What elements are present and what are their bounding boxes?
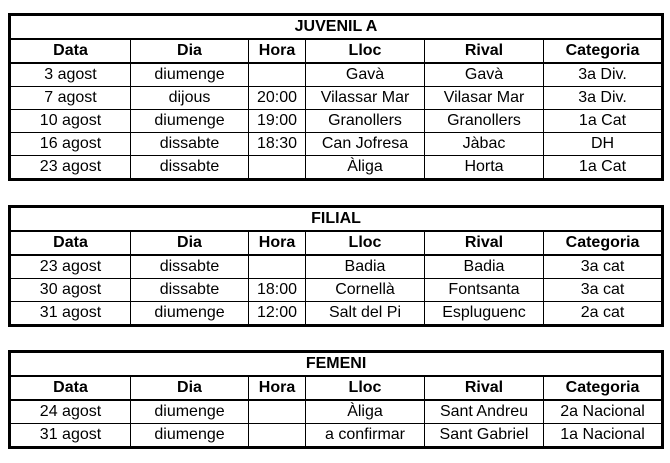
cell-lloc: Salt del Pi: [306, 302, 425, 326]
filial-table: [8, 205, 664, 327]
cell-dia: dissabte: [131, 279, 249, 302]
cell-categoria: 3a Div.: [544, 63, 663, 87]
table-row: [10, 424, 663, 448]
cell-lloc: a confirmar: [306, 424, 425, 448]
cell-data: 23 agost: [10, 255, 131, 279]
cell-dia: diumenge: [131, 302, 249, 326]
cell-hora: 19:00: [249, 110, 306, 133]
cell-categoria: 3a cat: [544, 255, 663, 279]
cell-data: 30 agost: [10, 279, 131, 302]
cell-rival: Granollers: [425, 110, 544, 133]
cell-lloc: Cornellà: [306, 279, 425, 302]
cell-dia: dissabte: [131, 133, 249, 156]
cell-data: 23 agost: [10, 156, 131, 180]
column-header-dia: Dia: [131, 376, 249, 400]
cell-data: 7 agost: [10, 87, 131, 110]
table-row: [10, 133, 663, 156]
column-header-dia: Dia: [131, 39, 249, 63]
column-header-categoria: Categoria: [544, 39, 663, 63]
table-title: JUVENIL A: [10, 15, 663, 40]
cell-rival: Espluguenc: [425, 302, 544, 326]
cell-rival: Vilasar Mar: [425, 87, 544, 110]
cell-lloc: Can Jofresa: [306, 133, 425, 156]
cell-rival: Sant Gabriel: [425, 424, 544, 448]
femeni-table: [8, 350, 664, 449]
column-header-hora: Hora: [249, 376, 306, 400]
column-header-rival: Rival: [425, 376, 544, 400]
cell-lloc: Granollers: [306, 110, 425, 133]
cell-data: 3 agost: [10, 63, 131, 87]
cell-dia: diumenge: [131, 63, 249, 87]
table-row: [10, 87, 663, 110]
cell-lloc: Gavà: [306, 63, 425, 87]
table-title: FILIAL: [10, 207, 663, 232]
cell-dia: diumenge: [131, 424, 249, 448]
table-row: [10, 279, 663, 302]
cell-lloc: Àliga: [306, 156, 425, 180]
cell-categoria: 3a cat: [544, 279, 663, 302]
cell-categoria: 1a Nacional: [544, 424, 663, 448]
table-row: [10, 156, 663, 180]
column-header-rival: Rival: [425, 39, 544, 63]
cell-hora: [249, 424, 306, 448]
column-header-lloc: Lloc: [306, 231, 425, 255]
cell-data: 16 agost: [10, 133, 131, 156]
column-header-hora: Hora: [249, 39, 306, 63]
cell-hora: [249, 400, 306, 424]
cell-hora: 12:00: [249, 302, 306, 326]
header-row: [10, 231, 663, 255]
cell-hora: [249, 63, 306, 87]
juvenil-a-table: [8, 13, 664, 181]
cell-hora: 18:00: [249, 279, 306, 302]
cell-dia: dissabte: [131, 156, 249, 180]
column-header-data: Data: [10, 376, 131, 400]
cell-data: 31 agost: [10, 424, 131, 448]
column-header-categoria: Categoria: [544, 376, 663, 400]
column-header-data: Data: [10, 231, 131, 255]
cell-dia: diumenge: [131, 400, 249, 424]
cell-lloc: Badia: [306, 255, 425, 279]
cell-hora: 18:30: [249, 133, 306, 156]
header-row: [10, 376, 663, 400]
cell-hora: [249, 255, 306, 279]
column-header-categoria: Categoria: [544, 231, 663, 255]
cell-categoria: 2a Nacional: [544, 400, 663, 424]
cell-rival: Fontsanta: [425, 279, 544, 302]
table-row: [10, 255, 663, 279]
table-title-row: [10, 15, 663, 40]
cell-categoria: 1a Cat: [544, 156, 663, 180]
column-header-lloc: Lloc: [306, 376, 425, 400]
table-title-row: [10, 352, 663, 377]
cell-dia: dissabte: [131, 255, 249, 279]
cell-rival: Sant Andreu: [425, 400, 544, 424]
cell-dia: dijous: [131, 87, 249, 110]
cell-lloc: Àliga: [306, 400, 425, 424]
cell-rival: Gavà: [425, 63, 544, 87]
cell-data: 24 agost: [10, 400, 131, 424]
cell-data: 31 agost: [10, 302, 131, 326]
cell-data: 10 agost: [10, 110, 131, 133]
cell-hora: [249, 156, 306, 180]
cell-categoria: DH: [544, 133, 663, 156]
column-header-hora: Hora: [249, 231, 306, 255]
column-header-rival: Rival: [425, 231, 544, 255]
cell-rival: Badia: [425, 255, 544, 279]
table-row: [10, 302, 663, 326]
cell-rival: Horta: [425, 156, 544, 180]
cell-categoria: 2a cat: [544, 302, 663, 326]
table-row: [10, 63, 663, 87]
cell-categoria: 1a Cat: [544, 110, 663, 133]
table-title-row: [10, 207, 663, 232]
cell-rival: Jàbac: [425, 133, 544, 156]
cell-categoria: 3a Div.: [544, 87, 663, 110]
table-title: FEMENI: [10, 352, 663, 377]
column-header-dia: Dia: [131, 231, 249, 255]
cell-dia: diumenge: [131, 110, 249, 133]
cell-hora: 20:00: [249, 87, 306, 110]
column-header-lloc: Lloc: [306, 39, 425, 63]
cell-lloc: Vilassar Mar: [306, 87, 425, 110]
table-row: [10, 400, 663, 424]
column-header-data: Data: [10, 39, 131, 63]
table-row: [10, 110, 663, 133]
header-row: [10, 39, 663, 63]
